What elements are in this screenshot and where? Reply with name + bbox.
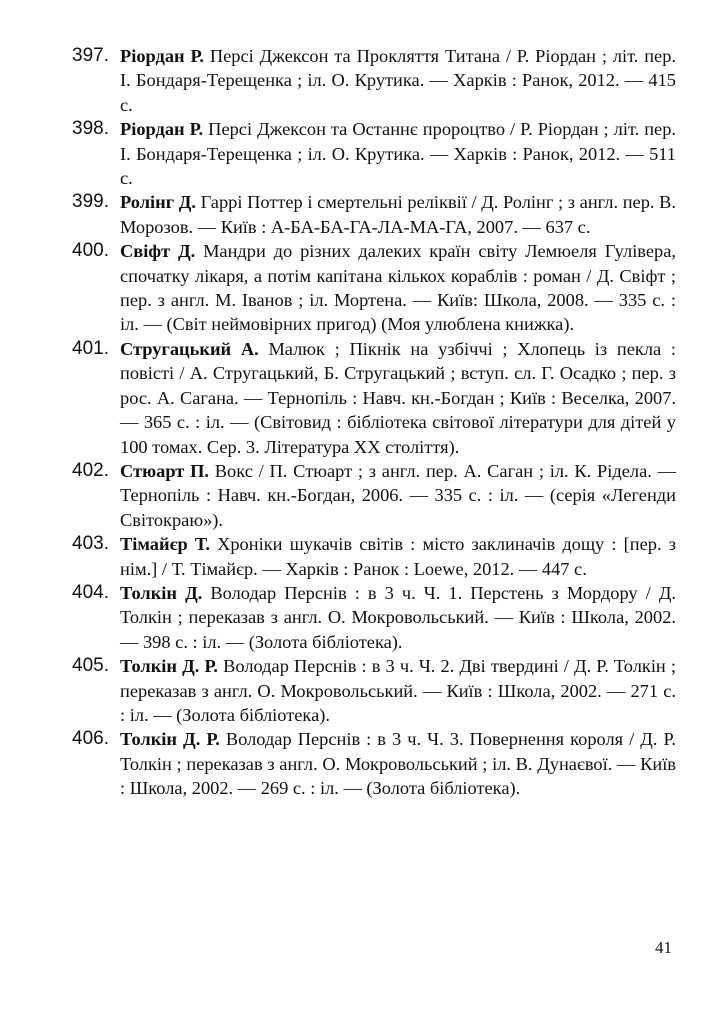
entry-text: Мандри до різних далеких країн світу Лемюеля Гулівера, спочатку лікаря, а потім капітана кількох кораблів : роман / Д. Свіфт ; пер. з англ. М. Іванов ; іл. Мортена. — Київ: Школа, 2008. — 335 с. : іл. — (Світ неймовірних пригод) (Моя улюблена книжка). [120,241,677,335]
entry-number: 401. [72,337,109,359]
entry-number: 398. [72,118,109,140]
entry-author: Ріордан Р. [120,119,204,140]
entry-text: Хроніки шукачів світів : місто заклиначів дощу : [пер. з нім.] / Т. Тімайєр. — Харків : Ранок : Loewe, 2012. — 447 с. [120,534,676,579]
entry-author: Тімайєр Т. [120,534,210,555]
entry-number: 406. [72,728,109,750]
entry-author: Толкін Д. [120,582,203,603]
entry-number: 403. [72,533,109,555]
bibliography-entry [72,654,676,727]
page-number: 41 [655,938,672,957]
bibliography-entry [72,190,676,239]
bibliography-entry [72,117,676,190]
entry-number: 402. [72,459,109,481]
bibliography-entry [72,532,676,581]
bibliography-entry [72,239,676,337]
entry-text: Малюк ; Пікнік на узбіччі ; Хлопець із пекла : повісті / А. Стругацький, Б. Стругацький ; вступ. сл. Г. Осадко ; пер. з рос. А. Сагана. — Тернопіль : Навч. кн.-Богдан ; Київ : Веселка, 2007. — 365 с. : іл. — (Світовид : бібліотека світової літератури для дітей у 100 томах. Сер. 3. Література ХХ століття). [120,338,676,457]
entry-number: 399. [72,191,109,213]
bibliography-entry [72,337,676,459]
entry-author: Ріордан Р. [120,46,204,66]
entry-text: Персі Джексон та Останнє пророцтво / Р. Ріордан ; літ. пер. І. Бондаря-Терещенка ; іл. О. Крутика. — Харків : Ранок, 2012. — 511 с. [120,119,676,189]
entry-number: 400. [72,240,109,262]
entry-text: Персі Джексон та Прокляття Титана / Р. Ріордан ; літ. пер. І. Бондаря-Терещенка ; іл. О. Крутика. — Харків : Ранок, 2012. — 415 с. [120,46,676,115]
entry-text: Володар Перснів : в 3 ч. Ч. 1. Перстень з Мордору / Д. Толкін ; переказав з англ. О. Мокровольський. — Київ : Школа, 2002. — 398 с. : іл. — (Золота бібліотека). [120,582,676,652]
bibliography-entry [72,459,676,532]
entry-number: 405. [72,655,109,677]
entry-text: Володар Перснів : в 3 ч. Ч. 2. Дві твердині / Д. Р. Толкін ; переказав з англ. О. Мокровольський. — Київ : Школа, 2002. — 271 с. : іл. — (Золота бібліотека). [120,656,676,725]
bibliography-entry [72,44,676,117]
bibliography-list [72,44,676,801]
entry-author: Стюарт П. [120,460,210,481]
entry-number: 397. [72,45,109,66]
entry-text: Гаррі Поттер і смертельні реліквії / Д. Ролінг ; з англ. пер. В. Морозов. — Київ : А-БА-БА-ГА-ЛА-МА-ГА, 2007. — 637 с. [120,192,676,237]
entry-text: Володар Перснів : в 3 ч. Ч. 3. Повернення короля / Д. Р. Толкін ; переказав з англ. О. Мокровольський ; іл. В. Дунаєвої. — Київ : Школа, 2002. — 269 с. : іл. — (Золота бібліотека). [120,729,676,799]
entry-author: Ролінг Д. [120,192,196,213]
bibliography-entry [72,727,676,800]
entry-text: Вокс / П. Стюарт ; з англ. пер. А. Саган ; іл. К. Рідела. — Тернопіль : Навч. кн.-Богдан, 2006. — 335 с. : іл. — (серія «Легенди Світокраю»). [120,460,677,530]
entry-author: Свіфт Д. [120,241,196,262]
bibliography-entry [72,581,676,654]
entry-number: 404. [72,581,109,603]
entry-author: Толкін Д. Р. [120,729,220,750]
entry-author: Толкін Д. Р. [120,656,219,677]
entry-author: Стругацький А. [120,338,259,359]
